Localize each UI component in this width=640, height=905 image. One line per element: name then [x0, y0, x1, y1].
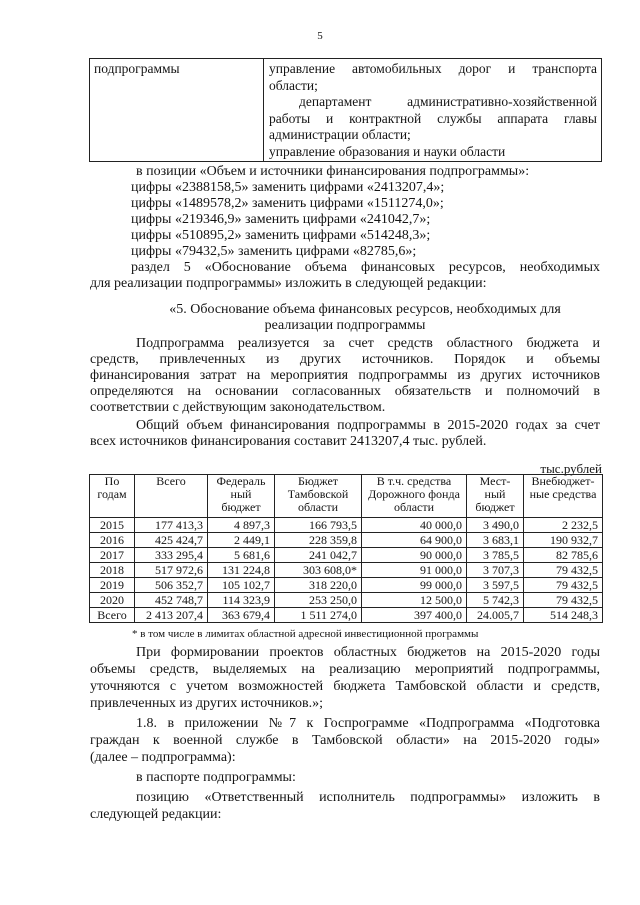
- table-row: [90, 593, 603, 608]
- text-line: цифры «510895,2» заменить цифрами «514248,3»;: [131, 228, 431, 243]
- cell-total: 2 413 207,4: [135, 608, 208, 623]
- cell-local: 3 490,0: [467, 518, 524, 533]
- cell-local: 3 785,5: [467, 548, 524, 563]
- text-line: граждан к военной службе в Тамбовской области» на 2015-2020 годы»: [90, 733, 600, 748]
- cell-regional: 166 793,5: [275, 518, 362, 533]
- heading-line: реализации подпрограммы: [264, 318, 426, 333]
- section-heading: [90, 302, 600, 334]
- cell-total: 452 748,7: [135, 593, 208, 608]
- section-paragraph: [90, 336, 600, 450]
- heading-line: «5. Обоснование объема финансовых ресурсов, необходимых для: [169, 302, 561, 317]
- text-line: объемы средств, выделяемых на реализацию мероприятий подпрограммы,: [90, 662, 600, 677]
- col-header-regional: Бюджет Тамбовской области: [275, 475, 362, 518]
- cell-road-fund: 12 500,0: [362, 593, 467, 608]
- table-row: [90, 548, 603, 563]
- cell-extrabudgetary: 190 932,7: [524, 533, 603, 548]
- cell-line: управление образования и науки области: [269, 143, 506, 159]
- cell-local: 3 707,3: [467, 563, 524, 578]
- cell-line: департамент административно-хозяйственной: [299, 94, 597, 109]
- cell-year: 2019: [90, 578, 135, 593]
- cell-line: администрации области;: [269, 127, 411, 142]
- text-line: соответствии с действующим законодательством.: [90, 400, 386, 415]
- col-header-federal: Федераль ный бюджет: [208, 475, 275, 518]
- subprogram-label-cell: подпрограммы: [90, 59, 264, 162]
- text-line: цифры «1489578,2» заменить цифрами «1511274,0»;: [131, 196, 444, 211]
- text-line: позицию «Ответственный исполнитель подпрограммы» изложить в: [136, 790, 600, 805]
- text-line: цифры «219346,9» заменить цифрами «241042,7»;: [131, 212, 431, 227]
- cell-extrabudgetary: 79 432,5: [524, 593, 603, 608]
- text-line: финансирования затрат на мероприятия подпрограммы из других источников: [90, 368, 600, 383]
- cell-total: 506 352,7: [135, 578, 208, 593]
- text-line: (далее – подпрограмма):: [90, 750, 236, 765]
- cell-federal: 5 681,6: [208, 548, 275, 563]
- amendment-block: [90, 164, 600, 292]
- responsible-bodies-cell: [264, 59, 602, 162]
- col-header-total: Всего: [135, 475, 208, 518]
- table-row: [90, 563, 603, 578]
- cell-year: 2018: [90, 563, 135, 578]
- cell-regional: 1 511 274,0: [275, 608, 362, 623]
- cell-regional: 303 608,0*: [275, 563, 362, 578]
- cell-federal: 2 449,1: [208, 533, 275, 548]
- text-line: в позиции «Объем и источники финансирования подпрограммы»:: [136, 164, 530, 179]
- cell-total: 517 972,6: [135, 563, 208, 578]
- table-total-row: [90, 608, 603, 623]
- cell-year: 2017: [90, 548, 135, 563]
- table-header-row: [90, 475, 603, 518]
- cell-regional: 318 220,0: [275, 578, 362, 593]
- text-line: 1.8. в приложении №7 к Госпрограмме «Подпрограмма «Подготовка: [136, 716, 600, 731]
- cell-local: 24.005,7: [467, 608, 524, 623]
- cell-local: 3 597,5: [467, 578, 524, 593]
- cell-federal: 105 102,7: [208, 578, 275, 593]
- cell-year: 2016: [90, 533, 135, 548]
- cell-local: 3 683,1: [467, 533, 524, 548]
- cell-year: Всего: [90, 608, 135, 623]
- cell-federal: 131 224,8: [208, 563, 275, 578]
- page-number: 5: [317, 30, 323, 42]
- cell-line: управление автомобильных дорог и транспорта: [269, 61, 597, 76]
- cell-extrabudgetary: 79 432,5: [524, 578, 603, 593]
- col-header-road-fund: В т.ч. средства Дорожного фонда области: [362, 475, 467, 518]
- table-row: [90, 533, 603, 548]
- text-line: Подпрограмма реализуется за счет средств областного бюджета и: [136, 336, 600, 351]
- text-line: для реализации подпрограммы» изложить в следующей редакции:: [90, 276, 487, 291]
- cell-extrabudgetary: 2 232,5: [524, 518, 603, 533]
- cell-road-fund: 64 900,0: [362, 533, 467, 548]
- cell-road-fund: 90 000,0: [362, 548, 467, 563]
- cell-total: 425 424,7: [135, 533, 208, 548]
- cell-line: области;: [269, 77, 318, 93]
- cell-total: 177 413,3: [135, 518, 208, 533]
- text-line: цифры «2388158,5» заменить цифрами «2413207,4»;: [131, 180, 445, 195]
- text-line: определяются на основании согласованных обязательств и полномочий в: [90, 384, 600, 399]
- text-line: раздел 5 «Обоснование объема финансовых ресурсов, необходимых: [131, 260, 600, 275]
- table-row: [90, 518, 603, 533]
- cell-extrabudgetary: 82 785,6: [524, 548, 603, 563]
- text-line: привлеченных из других источников.»;: [90, 696, 323, 711]
- cell-regional: 241 042,7: [275, 548, 362, 563]
- table-row: [90, 59, 602, 162]
- cell-road-fund: 99 000,0: [362, 578, 467, 593]
- cell-road-fund: 40 000,0: [362, 518, 467, 533]
- financing-table: [89, 474, 603, 623]
- cell-regional: 253 250,0: [275, 593, 362, 608]
- cell-federal: 114 323,9: [208, 593, 275, 608]
- text-line: в паспорте подпрограммы:: [136, 770, 296, 785]
- cell-federal: 363 679,4: [208, 608, 275, 623]
- closing-block: [90, 644, 600, 823]
- text-line: средств, привлеченных из других источников. Порядок и объемы: [90, 352, 600, 367]
- table-footnote: * в том числе в лимитах областной адресной инвестиционной программы: [132, 628, 479, 640]
- cell-year: 2015: [90, 518, 135, 533]
- text-line: Общий объем финансирования подпрограммы в 2015-2020 годах за счет: [136, 418, 600, 433]
- cell-road-fund: 91 000,0: [362, 563, 467, 578]
- cell-federal: 4 897,3: [208, 518, 275, 533]
- text-line: При формировании проектов областных бюджетов на 2015-2020 годы: [136, 645, 600, 660]
- text-line: следующей редакции:: [90, 807, 222, 822]
- cell-extrabudgetary: 79 432,5: [524, 563, 603, 578]
- text-line: уточняются с учетом возможностей бюджета Тамбовской области и средств,: [90, 679, 600, 694]
- col-header-local: Мест- ный бюджет: [467, 475, 524, 518]
- cell-year: 2020: [90, 593, 135, 608]
- table-row: [90, 578, 603, 593]
- units-label: тыс.рублей: [540, 461, 602, 476]
- col-header-year: По годам: [90, 475, 135, 518]
- cell-line: работы и контрактной службы аппарата главы: [269, 110, 597, 126]
- cell-regional: 228 359,8: [275, 533, 362, 548]
- text-line: цифры «79432,5» заменить цифрами «82785,6»;: [131, 244, 417, 259]
- cell-extrabudgetary: 514 248,3: [524, 608, 603, 623]
- col-header-extrabudgetary: Внебюджет- ные средства: [524, 475, 603, 518]
- text-line: всех источников финансирования составит 2413207,4 тыс. рублей.: [90, 434, 487, 449]
- continuation-table: [89, 58, 602, 162]
- cell-local: 5 742,3: [467, 593, 524, 608]
- cell-total: 333 295,4: [135, 548, 208, 563]
- cell-road-fund: 397 400,0: [362, 608, 467, 623]
